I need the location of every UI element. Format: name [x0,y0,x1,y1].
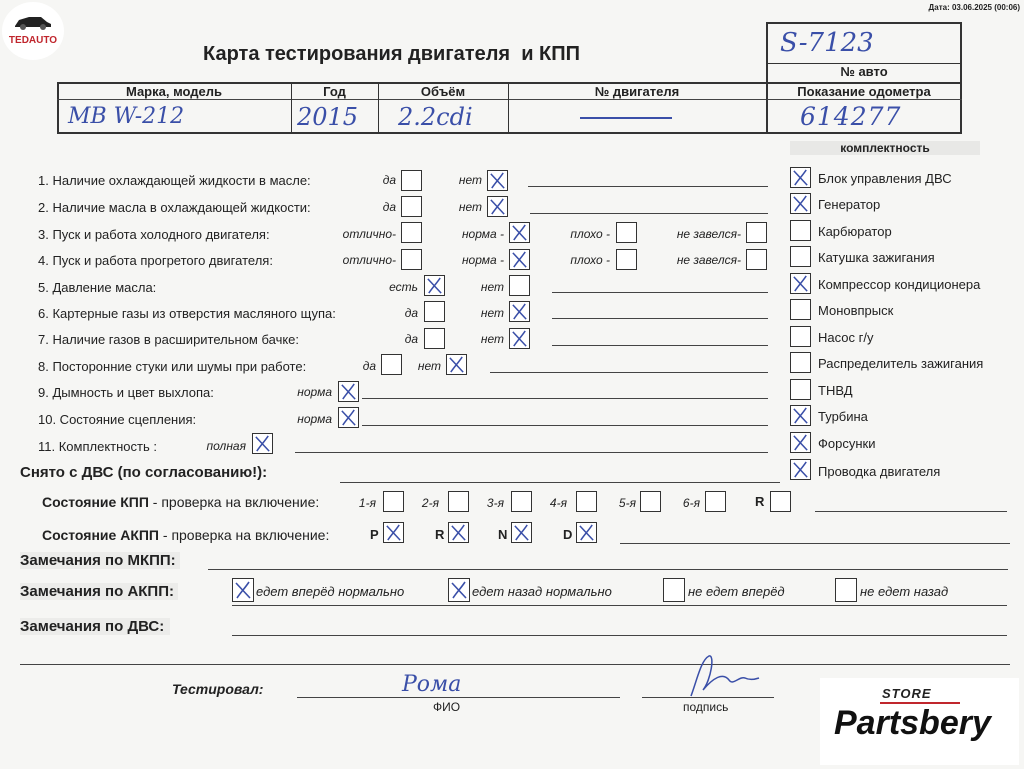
question-label: 7. Наличие газов в расширительном бачке: [38,332,300,347]
check-mark-icon [253,434,272,453]
checkbox-no-start[interactable] [746,222,767,243]
gear-checkbox[interactable] [705,491,726,512]
akpp-label: Состояние АКПП [42,527,159,543]
tedauto-logo [2,2,64,60]
option-label: плохо - [570,227,610,241]
question-label: 6. Картерные газы из отверстия масляного щупа: [38,306,336,321]
question-label: 1. Наличие охлаждающей жидкости в масле: [38,173,311,188]
gear-checkbox[interactable] [448,522,469,543]
gear-label: 2-я [421,496,439,510]
check-mark-icon [791,194,810,213]
model-value: МВ W-212 [68,104,185,129]
gear-checkbox[interactable] [383,522,404,543]
checkbox-no[interactable] [487,170,508,191]
kit-label: Карбюратор [818,224,892,239]
check-mark-icon [512,523,531,542]
check-mark-icon [577,523,596,542]
kit-checkbox[interactable] [790,299,811,320]
checkbox-normal[interactable] [338,381,359,402]
checkbox-backward-ok[interactable] [448,578,470,602]
checkbox-no-start[interactable] [746,249,767,270]
option-label: нет [458,200,482,214]
option-label: отлично- [342,253,396,267]
kit-checkbox[interactable] [790,220,811,241]
akpp-note-option: не едет назад [860,584,949,599]
check-mark-icon [339,382,358,401]
tested-label: Тестировал: [172,681,264,697]
option-label: норма [297,412,332,426]
kit-checkbox[interactable] [790,432,811,453]
check-mark-icon [510,302,529,321]
kit-checkbox[interactable] [790,326,811,347]
auto-no-label: № авто [766,63,962,79]
kit-label: Моновпрыск [818,303,894,318]
gear-label: 1-я [358,496,376,510]
question-label: 4. Пуск и работа прогретого двигателя: [38,253,273,268]
kit-label: Блок управления ДВС [818,171,952,186]
option-label: да [382,173,396,187]
checkbox-yes[interactable] [424,275,445,296]
question-label: 8. Посторонние стуки или шумы при работе: [38,359,307,374]
kit-label: Насос г/у [818,330,874,345]
notes-mkpp-label: Замечания по МКПП: [20,552,180,569]
checkbox-no[interactable] [509,301,530,322]
checkbox-no-backward[interactable] [835,578,857,602]
option-label: нет [480,332,504,346]
engine-no-dash [580,117,672,119]
check-mark-icon [791,168,810,187]
check-mark-icon [791,274,810,293]
odometer-value: 614277 [800,102,902,131]
check-mark-icon [339,408,358,427]
checkbox-no[interactable] [446,354,467,375]
checkbox-normal[interactable] [338,407,359,428]
volume-value: 2.2cdi [398,103,473,131]
option-label: да [404,306,418,320]
check-mark-icon [791,406,810,425]
check-mark-icon [488,171,507,190]
checkbox-bad[interactable] [616,222,637,243]
akpp-note-option: едет вперёд нормально [256,584,405,599]
option-label: не завелся- [676,253,741,267]
check-mark-icon [510,223,529,242]
checkbox-yes[interactable] [401,196,422,217]
notes-dvs-label: Замечания по ДВС: [20,618,170,635]
kit-checkbox[interactable] [790,246,811,267]
handwritten-id: S-7123 [780,28,874,58]
checkbox-no[interactable] [487,196,508,217]
option-label: норма - [461,253,504,267]
kit-checkbox[interactable] [790,273,811,294]
akpp-row [42,527,329,543]
checkbox-no-forward[interactable] [663,578,685,602]
akpp-suffix: - проверка на включение: [159,527,330,543]
option-label: да [404,332,418,346]
signature-label: подпись [683,700,729,714]
option-label: да [382,200,396,214]
option-label: отлично- [342,227,396,241]
gear-checkbox[interactable] [770,491,791,512]
option-label: нет [417,359,441,373]
checkbox-yes[interactable] [424,328,445,349]
gear-label: R [755,494,765,509]
gear-checkbox[interactable] [576,491,597,512]
question-label: 10. Состояние сцепления: [38,412,197,427]
checkbox-normal[interactable] [509,249,530,270]
kit-label: Форсунки [818,436,876,451]
gear-label: 5-я [618,496,636,510]
date-stamp: Дата: 03.06.2025 (00:06) [928,3,1020,12]
kit-label: Компрессор кондиционера [818,277,981,292]
check-mark-icon [233,579,253,601]
checkbox-yes[interactable] [381,354,402,375]
option-label: норма - [461,227,504,241]
check-mark-icon [791,433,810,452]
page-title: Карта тестирования двигателя и КПП [203,43,581,65]
kit-label: Катушка зажигания [818,250,935,265]
check-mark-icon [510,250,529,269]
signature-scribble [683,650,773,700]
checkbox-yes[interactable] [424,301,445,322]
check-mark-icon [449,523,468,542]
kit-checkbox[interactable] [790,352,811,373]
question-label: 9. Дымность и цвет выхлопа: [38,385,214,400]
kpp-row [42,494,319,510]
gear-checkbox[interactable] [511,491,532,512]
option-label: есть [389,280,418,294]
fio-label: ФИО [433,700,461,714]
tedauto-logo-text: TEDAUTO [8,35,58,46]
gear-label: N [498,527,508,542]
notes-akpp-label: Замечания по АКПП: [20,583,178,600]
gear-label: 3-я [486,496,504,510]
kpp-label: Состояние КПП [42,494,149,510]
option-label: норма [297,385,332,399]
kit-checkbox[interactable] [790,379,811,400]
gear-label: D [563,527,573,542]
engine-no-label: № двигателя [594,84,680,99]
kit-label: ТНВД [818,383,853,398]
option-label: плохо - [570,253,610,267]
checkbox-full[interactable] [252,433,273,454]
akpp-note-option: не едет вперёд [688,584,785,599]
checkbox-bad[interactable] [616,249,637,270]
model-label: Марка, модель [125,84,223,99]
question-label: 2. Наличие масла в охлаждающей жидкости: [38,200,311,215]
partsbery-text: Partsbery [834,704,991,742]
check-mark-icon [488,197,507,216]
kit-header: комплектность [790,141,980,155]
partsbery-logo [820,678,1019,765]
option-label: полная [206,439,246,453]
checkbox-normal[interactable] [509,222,530,243]
gear-checkbox[interactable] [576,522,597,543]
check-mark-icon [510,329,529,348]
year-value: 2015 [297,103,359,131]
kit-label: Турбина [818,409,868,424]
option-label: нет [458,173,482,187]
gear-label: P [370,527,379,542]
kit-checkbox[interactable] [790,405,811,426]
checkbox-forward-ok[interactable] [232,578,254,602]
check-mark-icon [384,523,403,542]
question-label: 5. Давление масла: [38,280,157,295]
kit-label: Проводка двигателя [818,464,941,479]
check-mark-icon [447,355,466,374]
gear-label: R [435,527,445,542]
gear-checkbox[interactable] [383,491,404,512]
kit-label: Генератор [818,197,881,212]
checkbox-no[interactable] [509,328,530,349]
kpp-suffix: - проверка на включение: [148,494,320,510]
checkbox-excellent[interactable] [401,249,422,270]
option-label: нет [480,306,504,320]
option-label: нет [480,280,504,294]
option-label: да [362,359,376,373]
check-mark-icon [425,276,444,295]
gear-checkbox[interactable] [511,522,532,543]
gear-checkbox[interactable] [640,491,661,512]
check-mark-icon [791,460,810,479]
gear-label: 6-я [682,496,700,510]
check-mark-icon [449,579,469,601]
checkbox-no[interactable] [509,275,530,296]
tester-name: Рома [402,672,462,697]
odometer-label: Показание одометра [797,84,931,99]
store-text: STORE [882,686,932,701]
akpp-note-option: едет назад нормально [472,584,612,599]
kit-label: Распределитель зажигания [818,356,984,371]
removed-label: Снято с ДВС (по согласованию!): [20,464,268,481]
checkbox-excellent[interactable] [401,222,422,243]
checkbox-yes[interactable] [401,170,422,191]
kit-checkbox[interactable] [790,167,811,188]
car-icon [13,14,53,30]
year-label: Год [323,84,346,99]
kit-checkbox[interactable] [790,459,811,480]
volume-label: Объём [420,84,466,99]
question-label: 11. Комплектность : [38,439,157,454]
option-label: не завелся- [676,227,741,241]
kit-checkbox[interactable] [790,193,811,214]
gear-label: 4-я [549,496,567,510]
gear-checkbox[interactable] [448,491,469,512]
question-label: 3. Пуск и работа холодного двигателя: [38,227,270,242]
